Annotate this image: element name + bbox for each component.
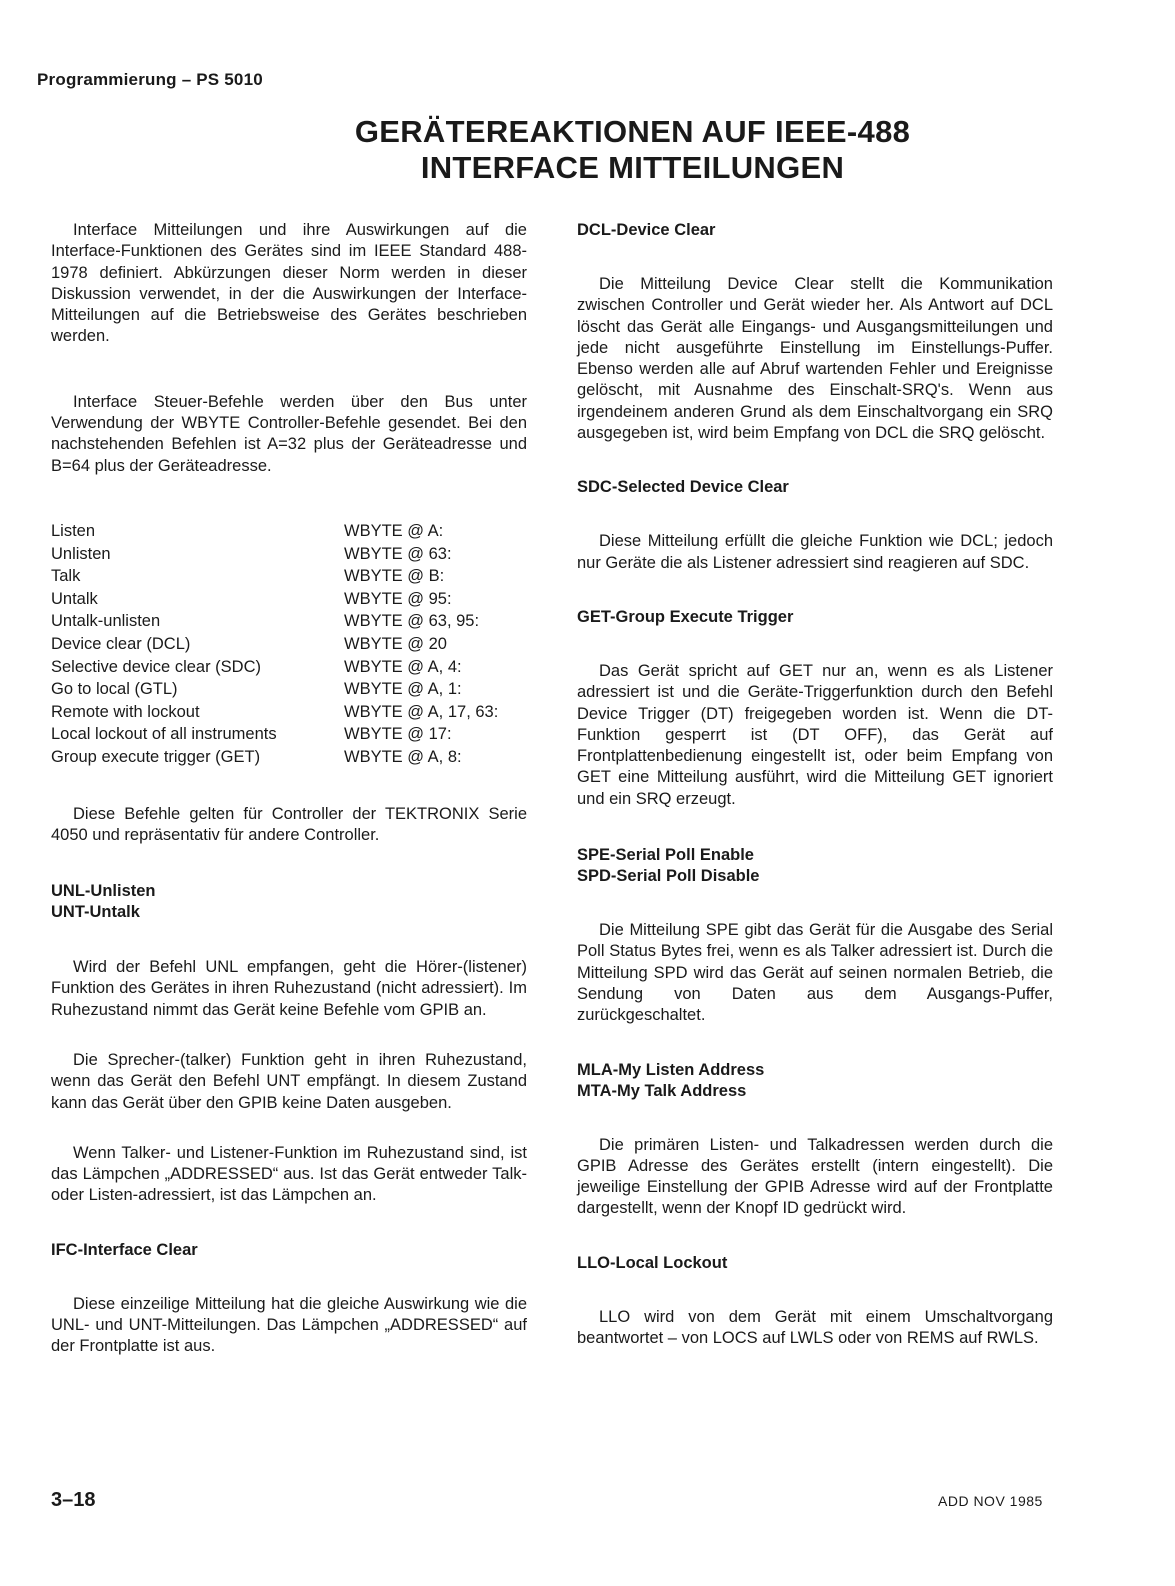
- paragraph-commands-intro: Interface Steuer-Befehle werden über den Bus unter Verwendung der WBYTE Controller-Befehle gesendet. Bei den nachstehenden Befehlen ist A=32 plus der Geräteadresse und B=64 plus der Geräteadresse.: [51, 392, 527, 475]
- command-name: Remote with lockout: [51, 702, 200, 721]
- command-row: [51, 747, 498, 770]
- heading-mla: MLA-My Listen Address: [577, 1060, 765, 1079]
- running-head: Programmierung – PS 5010: [37, 70, 263, 89]
- right-column: [577, 220, 1053, 1349]
- page-title-line-2: INTERFACE MITTEILUNGEN: [420, 150, 845, 185]
- paragraph-addressed: Wenn Talker- und Listener-Funktion im Ruhezustand sind, ist das Lämpchen „ADDRESSED“ aus. Ist das Gerät entweder Talk- oder Listen-adressiert, ist das Lämpchen an.: [51, 1143, 527, 1205]
- command-row: [51, 521, 498, 544]
- heading-spe: SPE-Serial Poll Enable: [577, 846, 754, 865]
- command-code: WBYTE @ 63:: [344, 544, 452, 563]
- command-row: [51, 589, 498, 612]
- command-name: Local lockout of all instruments: [51, 725, 277, 744]
- paragraph-tektronix: Diese Befehle gelten für Controller der TEKTRONIX Serie 4050 und repräsentativ für andere Controller.: [51, 804, 527, 844]
- command-table: [51, 521, 498, 770]
- command-code: WBYTE @ A, 4:: [344, 657, 462, 676]
- command-row: [51, 544, 498, 567]
- paragraph-sdc: Diese Mitteilung erfüllt die gleiche Funktion wie DCL; jedoch nur Geräte die als Listener adressiert sind reagieren auf SDC.: [577, 532, 1053, 572]
- paragraph-spe: Die Mitteilung SPE gibt das Gerät für die Ausgabe des Serial Poll Status Bytes frei, wenn es als Talker adressiert ist. Durch die Mitteilung SPD wird das Gerät auf seinen normalen Betrieb, die Sendung von Daten aus dem Ausgangs-Puffer, zurückgeschaltet.: [577, 921, 1053, 1025]
- paragraph-llo: LLO wird von dem Gerät mit einem Umschaltvorgang beantwortet – von LOCS auf LWLS oder von REMS auf RWLS.: [577, 1307, 1053, 1348]
- command-name: Untalk-unlisten: [51, 612, 161, 631]
- command-name: Go to local (GTL): [51, 680, 178, 699]
- page-title-line-1: GERÄTEREAKTIONEN AUF IEEE-488: [354, 114, 911, 149]
- command-name: Unlisten: [51, 544, 111, 563]
- revision-date: ADD NOV 1985: [938, 1493, 1043, 1509]
- command-row: [51, 657, 498, 680]
- paragraph-dcl: Die Mitteilung Device Clear stellt die Kommunikation zwischen Controller und Gerät wieder her. Als Antwort auf DCL löscht das Gerät alle Eingangs- und Ausgangsmitteilungen und jede nicht ausgeführte Einstellung im Einstellungs-Puffer. Ebenso werden alle auf Abruf wartenden Fehler und Ereignisse gelöscht, mit Ausnahme des Einschalt-SRQ's. Wenn aus irgendeinem anderen Grund als dem Einschaltvorgang ein SRQ ausgegeben ist, wird beim Empfang von DCL die SRQ gelöscht.: [577, 275, 1053, 443]
- command-name: Device clear (DCL): [51, 634, 191, 653]
- heading-unt: UNT-Untalk: [51, 903, 140, 922]
- paragraph-mla: Die primären Listen- und Talkadressen werden durch die GPIB Adresse des Gerätes erstellt (intern eingestellt). Die jeweilige Einstellung der GPIB Adresse wird auf der Frontplatte dargestellt, wenn der Knopf ID gedrückt wird.: [577, 1135, 1053, 1218]
- command-code: WBYTE @ 95:: [344, 589, 452, 608]
- command-code: WBYTE @ A, 1:: [344, 680, 462, 699]
- command-row: [51, 679, 498, 702]
- paragraph-get: Das Gerät spricht auf GET nur an, wenn es als Listener adressiert ist und die Geräte-Triggerfunktion durch den Befehl Device Trigger (DT) freigegeben worden ist. Wenn die DT-Funktion gesperrt ist (DT OFF), das Gerät auf Frontplattenbedienung eingestellt ist, oder beim Empfang von GET eine Mitteilung ausführt, wird die Mitteilung GET ignoriert und ein SRQ erzeugt.: [577, 661, 1053, 808]
- left-column: [51, 220, 527, 1358]
- heading-sdc: SDC-Selected Device Clear: [577, 478, 789, 497]
- paragraph-unl: Wird der Befehl UNL empfangen, geht die Hörer-(listener) Funktion des Gerätes in ihren Ruhezustand (nicht adressiert). Im Ruhezustand nimmt das Gerät keine Befehle vom GPIB an.: [51, 958, 527, 1019]
- heading-mta: MTA-My Talk Address: [577, 1081, 747, 1100]
- heading-llo: LLO-Local Lockout: [577, 1253, 728, 1272]
- paragraph-unt: Die Sprecher-(talker) Funktion geht in ihren Ruhezustand, wenn das Gerät den Befehl UNT empfängt. In diesem Zustand kann das Gerät über den GPIB keine Daten ausgeben.: [51, 1050, 527, 1112]
- command-code: WBYTE @ A, 8:: [344, 747, 462, 766]
- heading-dcl: DCL-Device Clear: [577, 221, 716, 239]
- heading-get: GET-Group Execute Trigger: [577, 607, 794, 626]
- command-name: Untalk: [51, 589, 98, 608]
- command-name: Listen: [51, 521, 96, 540]
- command-code: WBYTE @ 17:: [344, 725, 452, 744]
- heading-unl: UNL-Unlisten: [51, 882, 156, 901]
- page-number: 3–18: [51, 1489, 96, 1511]
- heading-spd: SPD-Serial Poll Disable: [577, 867, 760, 886]
- command-name: Group execute trigger (GET): [51, 747, 261, 766]
- command-code: WBYTE @ 20: [344, 634, 447, 653]
- page-title: [0, 114, 1175, 186]
- command-code: WBYTE @ A, 17, 63:: [344, 702, 499, 721]
- command-code: WBYTE @ A:: [344, 521, 444, 540]
- command-name: Talk: [51, 567, 81, 586]
- paragraph-intro: Interface Mitteilungen und ihre Auswirkungen auf die Interface-Funktionen des Gerätes sind im IEEE Standard 488-1978 definiert. Abkürzungen dieser Norm werden in dieser Diskussion verwendet, in der die Auswirkungen der Interface-Mitteilungen auf die Betriebsweise des Gerätes beschrieben werden.: [51, 221, 527, 346]
- command-name: Selective device clear (SDC): [51, 657, 261, 676]
- command-code: WBYTE @ 63, 95:: [344, 612, 480, 631]
- command-row: [51, 702, 498, 725]
- command-code: WBYTE @ B:: [344, 567, 445, 586]
- paragraph-ifc: Diese einzeilige Mitteilung hat die gleiche Auswirkung wie die UNL- und UNT-Mitteilungen. Das Lämpchen „ADDRESSED“ auf der Frontplatte ist aus.: [51, 1294, 527, 1356]
- heading-ifc: IFC-Interface Clear: [51, 1240, 198, 1259]
- command-row: [51, 566, 498, 589]
- command-row: [51, 634, 498, 657]
- command-row: [51, 611, 498, 634]
- command-row: [51, 724, 498, 747]
